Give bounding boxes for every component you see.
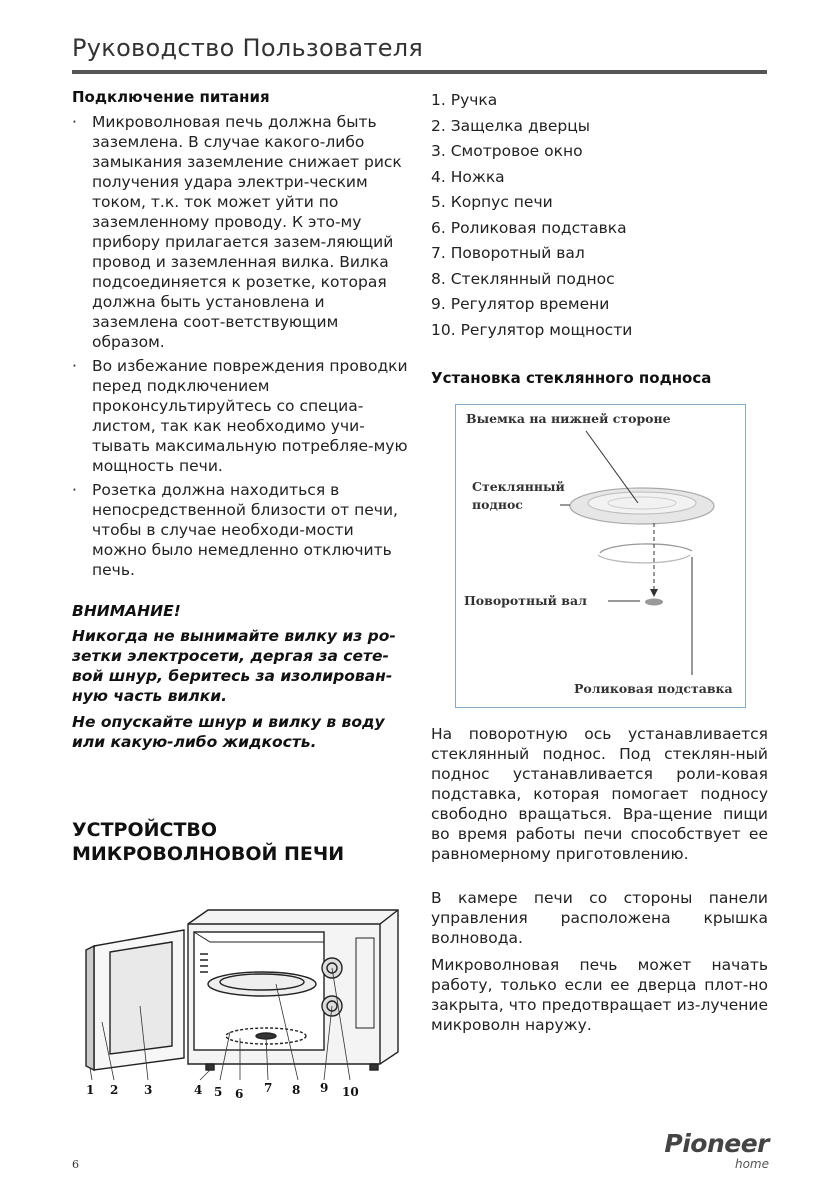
list-item: 10. Регулятор мощности xyxy=(431,320,633,339)
bullet-mark: · xyxy=(72,357,77,375)
callout-2: 2 xyxy=(110,1083,119,1097)
label-tray-line-1: Стеклянный xyxy=(472,479,565,494)
callout-6: 6 xyxy=(235,1087,244,1101)
list-item xyxy=(72,480,410,580)
tray-illustration xyxy=(456,405,745,707)
tray-heading: Установка стеклянного подноса xyxy=(431,369,712,387)
paragraph-1: На поворотную ось устанавливается стеклянный поднос. Под стеклян-ный поднос устанавливается роли-ковая подставка, которая помогает подносу свободно вращаться. Вра-щение пищи во время работы печи способствует ее равномерному приготовлению. xyxy=(431,725,768,863)
power-item-text: Розетка должна находиться в непосредственной близости от печи, чтобы в случае необходи-мости можно было немедленно отключить печь. xyxy=(92,481,398,579)
power-item-text: Микроволновая печь должна быть заземлена. В случае какого-либо замыкания заземление снижает риск получения удара электри-ческим током, т.к. ток может уйти по заземленному проводу. К это-му прибору прилагается зазем-ляющий провод и заземленная вилка. Вилка подсоединяется к розетке, которая должна быть установлена и заземлена соот-ветствующим образом. xyxy=(92,113,402,351)
label-roller: Роликовая подставка xyxy=(574,681,733,696)
microwave-diagram xyxy=(80,902,410,1102)
warning-text-2: Не опускайте шнур и вилку в воду или какую-либо жидкость. xyxy=(72,713,385,751)
callout-3: 3 xyxy=(144,1083,153,1097)
list-item: 8. Стеклянный поднос xyxy=(431,269,615,288)
page-number: 6 xyxy=(72,1158,79,1171)
device-heading xyxy=(72,818,410,866)
list-item: 5. Корпус печи xyxy=(431,193,553,211)
list-item xyxy=(72,356,410,476)
callout-1: 1 xyxy=(86,1083,95,1097)
callout-4: 4 xyxy=(194,1083,203,1097)
parts-list xyxy=(431,88,768,343)
device-heading-line-2: МИКРОВОЛНОВОЙ ПЕЧИ xyxy=(72,843,345,865)
callout-10: 10 xyxy=(342,1085,359,1099)
callout-8: 8 xyxy=(292,1083,301,1097)
power-heading: Подключение питания xyxy=(72,88,270,106)
brand-name: Pioneer xyxy=(664,1129,769,1158)
callout-7: 7 xyxy=(264,1081,273,1095)
label-notch: Выемка на нижней стороне xyxy=(466,411,671,426)
list-item: 4. Ножка xyxy=(431,167,505,186)
warning-text-1: Никогда не вынимайте вилку из ро-зетки электросети, дергая за сете-вой шнур, беритесь за изолирован-ную часть вилки. xyxy=(72,627,396,705)
power-item-text: Во избежание повреждения проводки перед подключением проконсультируйтесь со специа-листом, так как необходимо учи-тывать максимальную потребляе-мую мощность печи. xyxy=(92,357,408,475)
right-column xyxy=(431,88,768,393)
brand-logo xyxy=(659,1130,769,1170)
paragraph-2: В камере печи со стороны панели управления расположена крышка волновода. xyxy=(431,889,768,947)
label-tray-line-2: поднос xyxy=(472,497,523,512)
callout-5: 5 xyxy=(214,1085,223,1099)
list-item: 1. Ручка xyxy=(431,91,498,109)
left-column xyxy=(72,88,410,866)
page-title: Руководство Пользователя xyxy=(72,34,424,62)
device-heading-line-1: УСТРОЙСТВО xyxy=(72,819,218,841)
warning-heading: ВНИМАНИЕ! xyxy=(72,602,181,620)
label-shaft: Поворотный вал xyxy=(464,593,587,608)
bullet-mark: · xyxy=(72,481,77,499)
power-list xyxy=(72,112,410,580)
list-item xyxy=(72,112,410,352)
list-item: 6. Роликовая подставка xyxy=(431,218,627,237)
brand-sub: home xyxy=(734,1157,769,1171)
header-divider xyxy=(72,70,767,74)
bullet-mark: · xyxy=(72,113,77,131)
paragraph-3: Микроволновая печь может начать работу, только если ее дверца плот-но закрыта, что предотвращает из-лучение микроволн наружу. xyxy=(431,956,768,1034)
list-item: 9. Регулятор времени xyxy=(431,295,610,313)
list-item: 2. Защелка дверцы xyxy=(431,116,590,135)
tray-diagram xyxy=(455,404,746,708)
callout-9: 9 xyxy=(320,1081,329,1095)
list-item: 7. Поворотный вал xyxy=(431,244,585,262)
list-item: 3. Смотровое окно xyxy=(431,142,583,160)
